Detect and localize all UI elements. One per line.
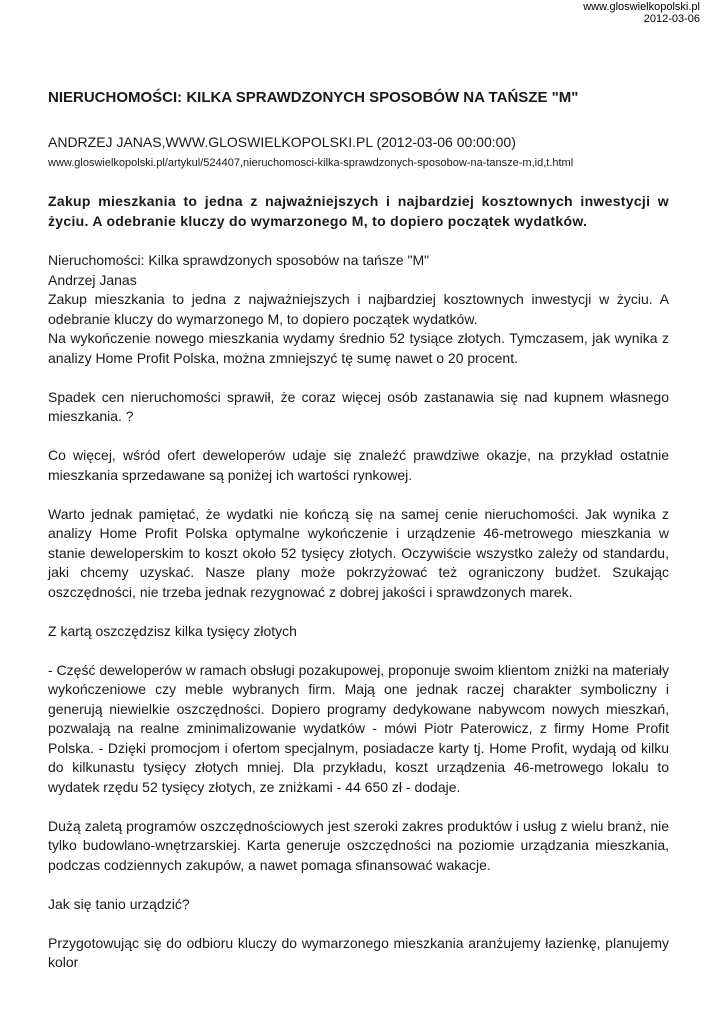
article-lead: Zakup mieszkania to jedna z najważniejszych i najbardziej kosztownych inwestycji w życiu. A odebranie kluczy do wymarzonego M, to dopiero początek wydatków.: [48, 193, 669, 229]
paragraph-4: Warto jednak pamiętać, że wydatki nie kończą się na samej cenie nieruchomości. Jak wynika z analizy Home Profit Polska optymalne wykończenie i urządzenie 46-metrowego mieszkania w stanie deweloperskim to koszt około 52 tysięcy złotych. Oczywiście wszystko zależy od standardu, jaki chcemy uzyskać. Nasze plany może pokrzyżować też ograniczony budżet. Szukając oszczędności, nie trzeba jednak rezygnować z dobrej jakości i sprawdzonych marek.: [48, 505, 669, 600]
paragraph-7: Przygotowując się do odbioru kluczy do wymarzonego mieszkania aranżujemy łazienkę, planujemy kolor: [48, 934, 669, 970]
subheading-2: Jak się tanio urządzić?: [48, 895, 190, 912]
article: [48, 88, 669, 992]
article-byline: ANDRZEJ JANAS,WWW.GLOSWIELKOPOLSKI.PL (2012-03-06 00:00:00): [48, 134, 516, 150]
publish-date: 2012-03-06: [643, 13, 700, 25]
page-header-meta: [583, 1, 700, 25]
paragraph-2: Spadek cen nieruchomości sprawił, że coraz więcej osób zastanawia się nad kupnem własnego mieszkania. ?: [48, 388, 669, 424]
paragraph-3: Co więcej, wśród ofert deweloperów udaje się znaleźć prawdziwe okazje, na przykład ostatnie mieszkania sprzedawane są poniżej ich wartości rynkowej.: [48, 447, 669, 483]
source-site: www.gloswielkopolski.pl: [583, 1, 700, 13]
paragraph-5: - Część deweloperów w ramach obsługi pozakupowej, proponuje swoim klientom zniżki na materiały wykończeniowe czy meble wybranych firm. Mają one jednak raczej charakter symboliczny i generują niewielkie oszczędności. Dopiero programy dedykowane nabywcom nowych mieszkań, pozwalają na realne zminimalizowanie wydatków - mówi Piotr Paterowicz, z firmy Home Profit Polska. - Dzięki promocjom i ofertom specjalnym, posiadacze karty tj. Home Profit, wydają od kilku do kilkunastu tysięcy złotych mniej. Dla przykładu, koszt urządzenia 46-metrowego lokalu to wydatek rzędu 52 tysięcy złotych, ze zniżkami - 44 650 zł - dodaje.: [48, 661, 669, 795]
article-title: NIERUCHOMOŚCI: KILKA SPRAWDZONYCH SPOSOBÓW NA TAŃSZE "M": [48, 89, 579, 106]
article-url: www.gloswielkopolski.pl/artykul/524407,nieruchomosci-kilka-sprawdzonych-sposobow-na-tansze-m,id,t.html: [48, 157, 574, 169]
repeat-author: Andrzej Janas: [48, 271, 137, 288]
paragraph-1: Na wykończenie nowego mieszkania wydamy średnio 52 tysiące złotych. Tymczasem, jak wynika z analizy Home Profit Polska, można zmniejszyć tę sumę nawet o 20 procent.: [48, 330, 669, 366]
subheading-1: Z kartą oszczędzisz kilka tysięcy złotych: [48, 622, 297, 639]
paragraph-6: Dużą zaletą programów oszczędnościowych jest szeroki zakres produktów i usług z wielu branż, nie tylko budowlano-wnętrzarskiej. Karta generuje oszczędności na poziomie urządzania mieszkania, podczas codziennych zakupów, a nawet pomaga sfinansować wakacje.: [48, 817, 669, 873]
repeat-lead: Zakup mieszkania to jedna z najważniejszych i najbardziej kosztownych inwestycji w życiu. A odebranie kluczy do wymarzonego M, to dopiero początek wydatków.: [48, 291, 669, 327]
repeat-title: Nieruchomości: Kilka sprawdzonych sposobów na tańsze "M": [48, 252, 430, 268]
